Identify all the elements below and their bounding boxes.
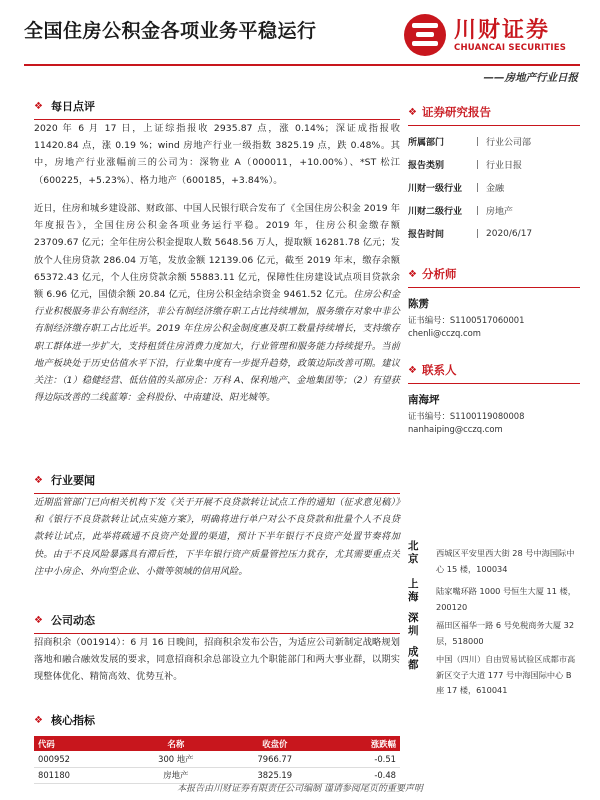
info-row: 所属部门 | 行业公司部	[408, 136, 532, 148]
table-header-row	[34, 736, 400, 751]
report-subtitle: ——房地产行业日报	[483, 72, 578, 84]
section-heading: 行业要闻	[50, 474, 95, 487]
sidebar-heading: 联系人	[421, 363, 457, 377]
table-cell: 000952	[34, 751, 126, 767]
logo-english: CHUANCAI SECURITIES	[454, 43, 567, 53]
section-core-indicators	[34, 712, 400, 728]
info-row: 报告时间 | 2020/6/17	[408, 228, 533, 240]
office-city-shanghai: 上海	[408, 578, 419, 603]
contact-cert: 证书编号：S1100119080008	[408, 411, 525, 421]
table-cell: -0.48	[324, 767, 400, 783]
office-address: 西城区平安里西大街 28 号中海国际中心 15 楼，100034	[436, 548, 575, 574]
diamond-icon: ❖	[34, 474, 43, 486]
analyst-cert: 证书编号：S1100517060001	[408, 315, 525, 325]
sidebar-report-info	[408, 104, 580, 245]
diamond-icon: ❖	[408, 364, 417, 376]
indicators-table	[34, 736, 400, 784]
sidebar-heading: 证券研究报告	[421, 105, 491, 119]
footer-disclaimer: 本报告由川财证券有限责任公司编制 谨请参阅尾页的重要声明	[177, 784, 423, 794]
daily-review-para-2: 近日，住房和城乡建设部、财政部、中国人民银行联合发布了《全国住房公积金 2019 年年度报告》，全国住房公积金各项业务运行平稳。2019 年，住房公积金缴存额 23709.67 亿元；全年住房公积金提取人数 5648.56 万人，提取额 16281.78 亿元；发放个人住房贷款 286.04 万笔，发放金额 12139.06 亿元，截至 2019 年末，缴存余额 65372.43 亿元，个人住房贷款余额 55883.11 亿元，保障性住房建设试点项目贷款余额 6.96 亿元，国债余额 20.84 亿元，住房公积金结余资金 9461.52 亿元。住房公积金行业积极服务非公有制经济，非公有制经济缴存职工占比持续增加，服务缴存对象中非公有制经济缴存职工占比近半。2019 年住房公积金制度惠及职工数量持续增长，支持缴存职工群体进一步扩大，支持租赁住房消费力度加大，行业管理和服务能力持续提升。当前地产板块处于历史估值水平下沿，行业集中度有一步提升趋势，政策边际改善可期。建议关注：（1）稳健经营、低估值的头部房企：万科 A、保利地产、金地集团等；（2）有望获得边际改善的二线蓝筹：金科股份、中南建设、阳光城等。	[34, 203, 401, 404]
office-address: 福田区福华一路 6 号免税商务大厦 32 层，518000	[436, 620, 575, 646]
analyst-email[interactable]: chenli@cczq.com	[408, 328, 481, 338]
table-cell: 房地产	[126, 767, 226, 783]
company-news-para: 招商积余（001914）：6 月 16 日晚间，招商积余发布公告，为适应公司新制定战略规划落地和融合融效发展的要求，同意招商积余总部设立九个职能部门和两大事业群，以期实现整体优化、精简高效、优势互补。	[34, 637, 400, 683]
contact-email[interactable]: nanhaiping@cczq.com	[408, 424, 503, 434]
section-heading: 核心指标	[50, 714, 95, 727]
office-city-shenzhen: 深圳	[408, 612, 419, 637]
logo-text: 川财证券	[454, 18, 551, 43]
column-header: 收盘价	[226, 736, 324, 751]
diamond-icon: ❖	[34, 614, 43, 626]
industry-news-para: 近期监管部门已向相关机构下发《关于开展不良贷款转让试点工作的通知（征求意见稿）》和《银行不良贷款转让试点实施方案》，明确将进行单户对公不良贷款和批量个人不良贷款转让试点，此举将疏通不良资产处置的渠道，预计下半年银行不良资产处置节奏将加快。由于不良风险暴露具有滞后性，下半年银行资产质量管控压力犹存，尤其需要重点关注中小房企、外向型企业、小微等领域的信用风险。	[34, 497, 400, 577]
daily-review-para-1: 2020 年 6 月 17 日，上证综指报收 2935.87 点，涨 0.14%；深证成指报收 11420.84 点，涨 0.19 %；wind 房地产行业一级指数 3825.19 点，跌 0.48%。其中，房地产行业涨幅前三的公司为：深物业 A（000011，+10.00%）、*ST 松江（600225，+5.23%）、格力地产（600185，+3.84%）。	[34, 123, 400, 186]
column-header: 名称	[126, 736, 226, 751]
logo-mark-icon	[404, 14, 446, 56]
office-city-beijing: 北京	[408, 540, 419, 565]
section-heading: 公司动态	[50, 614, 95, 627]
info-row: 川财一级行业 | 金融	[408, 182, 505, 194]
sidebar-analyst	[408, 266, 580, 340]
sidebar-heading: 分析师	[421, 267, 457, 281]
diamond-icon: ❖	[34, 100, 43, 112]
sidebar-rule	[408, 125, 580, 126]
analyst-name: 陈雳	[408, 298, 429, 310]
page-title: 全国住房公积金各项业务平稳运行	[24, 20, 317, 42]
table-cell: 7966.77	[226, 751, 324, 767]
info-row: 报告类别 | 行业日报	[408, 159, 523, 171]
diamond-icon: ❖	[408, 268, 417, 280]
section-industry-news	[34, 472, 400, 494]
office-address: 中国（四川）自由贸易试验区成都市高新区交子大道 177 号中海国际中心 B 座 17 楼，610041	[436, 654, 576, 695]
section-daily-review	[34, 98, 400, 120]
info-row: 川财二级行业 | 房地产	[408, 205, 514, 217]
company-logo	[404, 12, 579, 62]
sidebar-contact	[408, 362, 580, 436]
contact-name: 南海坪	[408, 394, 440, 406]
table-cell: 801180	[34, 767, 126, 783]
sidebar-rule	[408, 287, 580, 288]
table-cell: 3825.19	[226, 767, 324, 783]
table-cell: 300 地产	[126, 751, 226, 767]
table-cell: -0.51	[324, 751, 400, 767]
column-header: 涨跌幅	[324, 736, 400, 751]
header-divider	[24, 64, 580, 66]
office-city-chengdu: 成都	[408, 646, 419, 671]
diamond-icon: ❖	[34, 714, 43, 726]
section-company-news	[34, 612, 400, 634]
office-address: 陆家嘴环路 1000 号恒生大厦 11 楼，200120	[436, 586, 576, 612]
diamond-icon: ❖	[408, 106, 417, 118]
sidebar-rule	[408, 383, 580, 384]
table-row	[34, 751, 400, 767]
column-header: 代码	[34, 736, 126, 751]
section-heading: 每日点评	[50, 100, 95, 113]
